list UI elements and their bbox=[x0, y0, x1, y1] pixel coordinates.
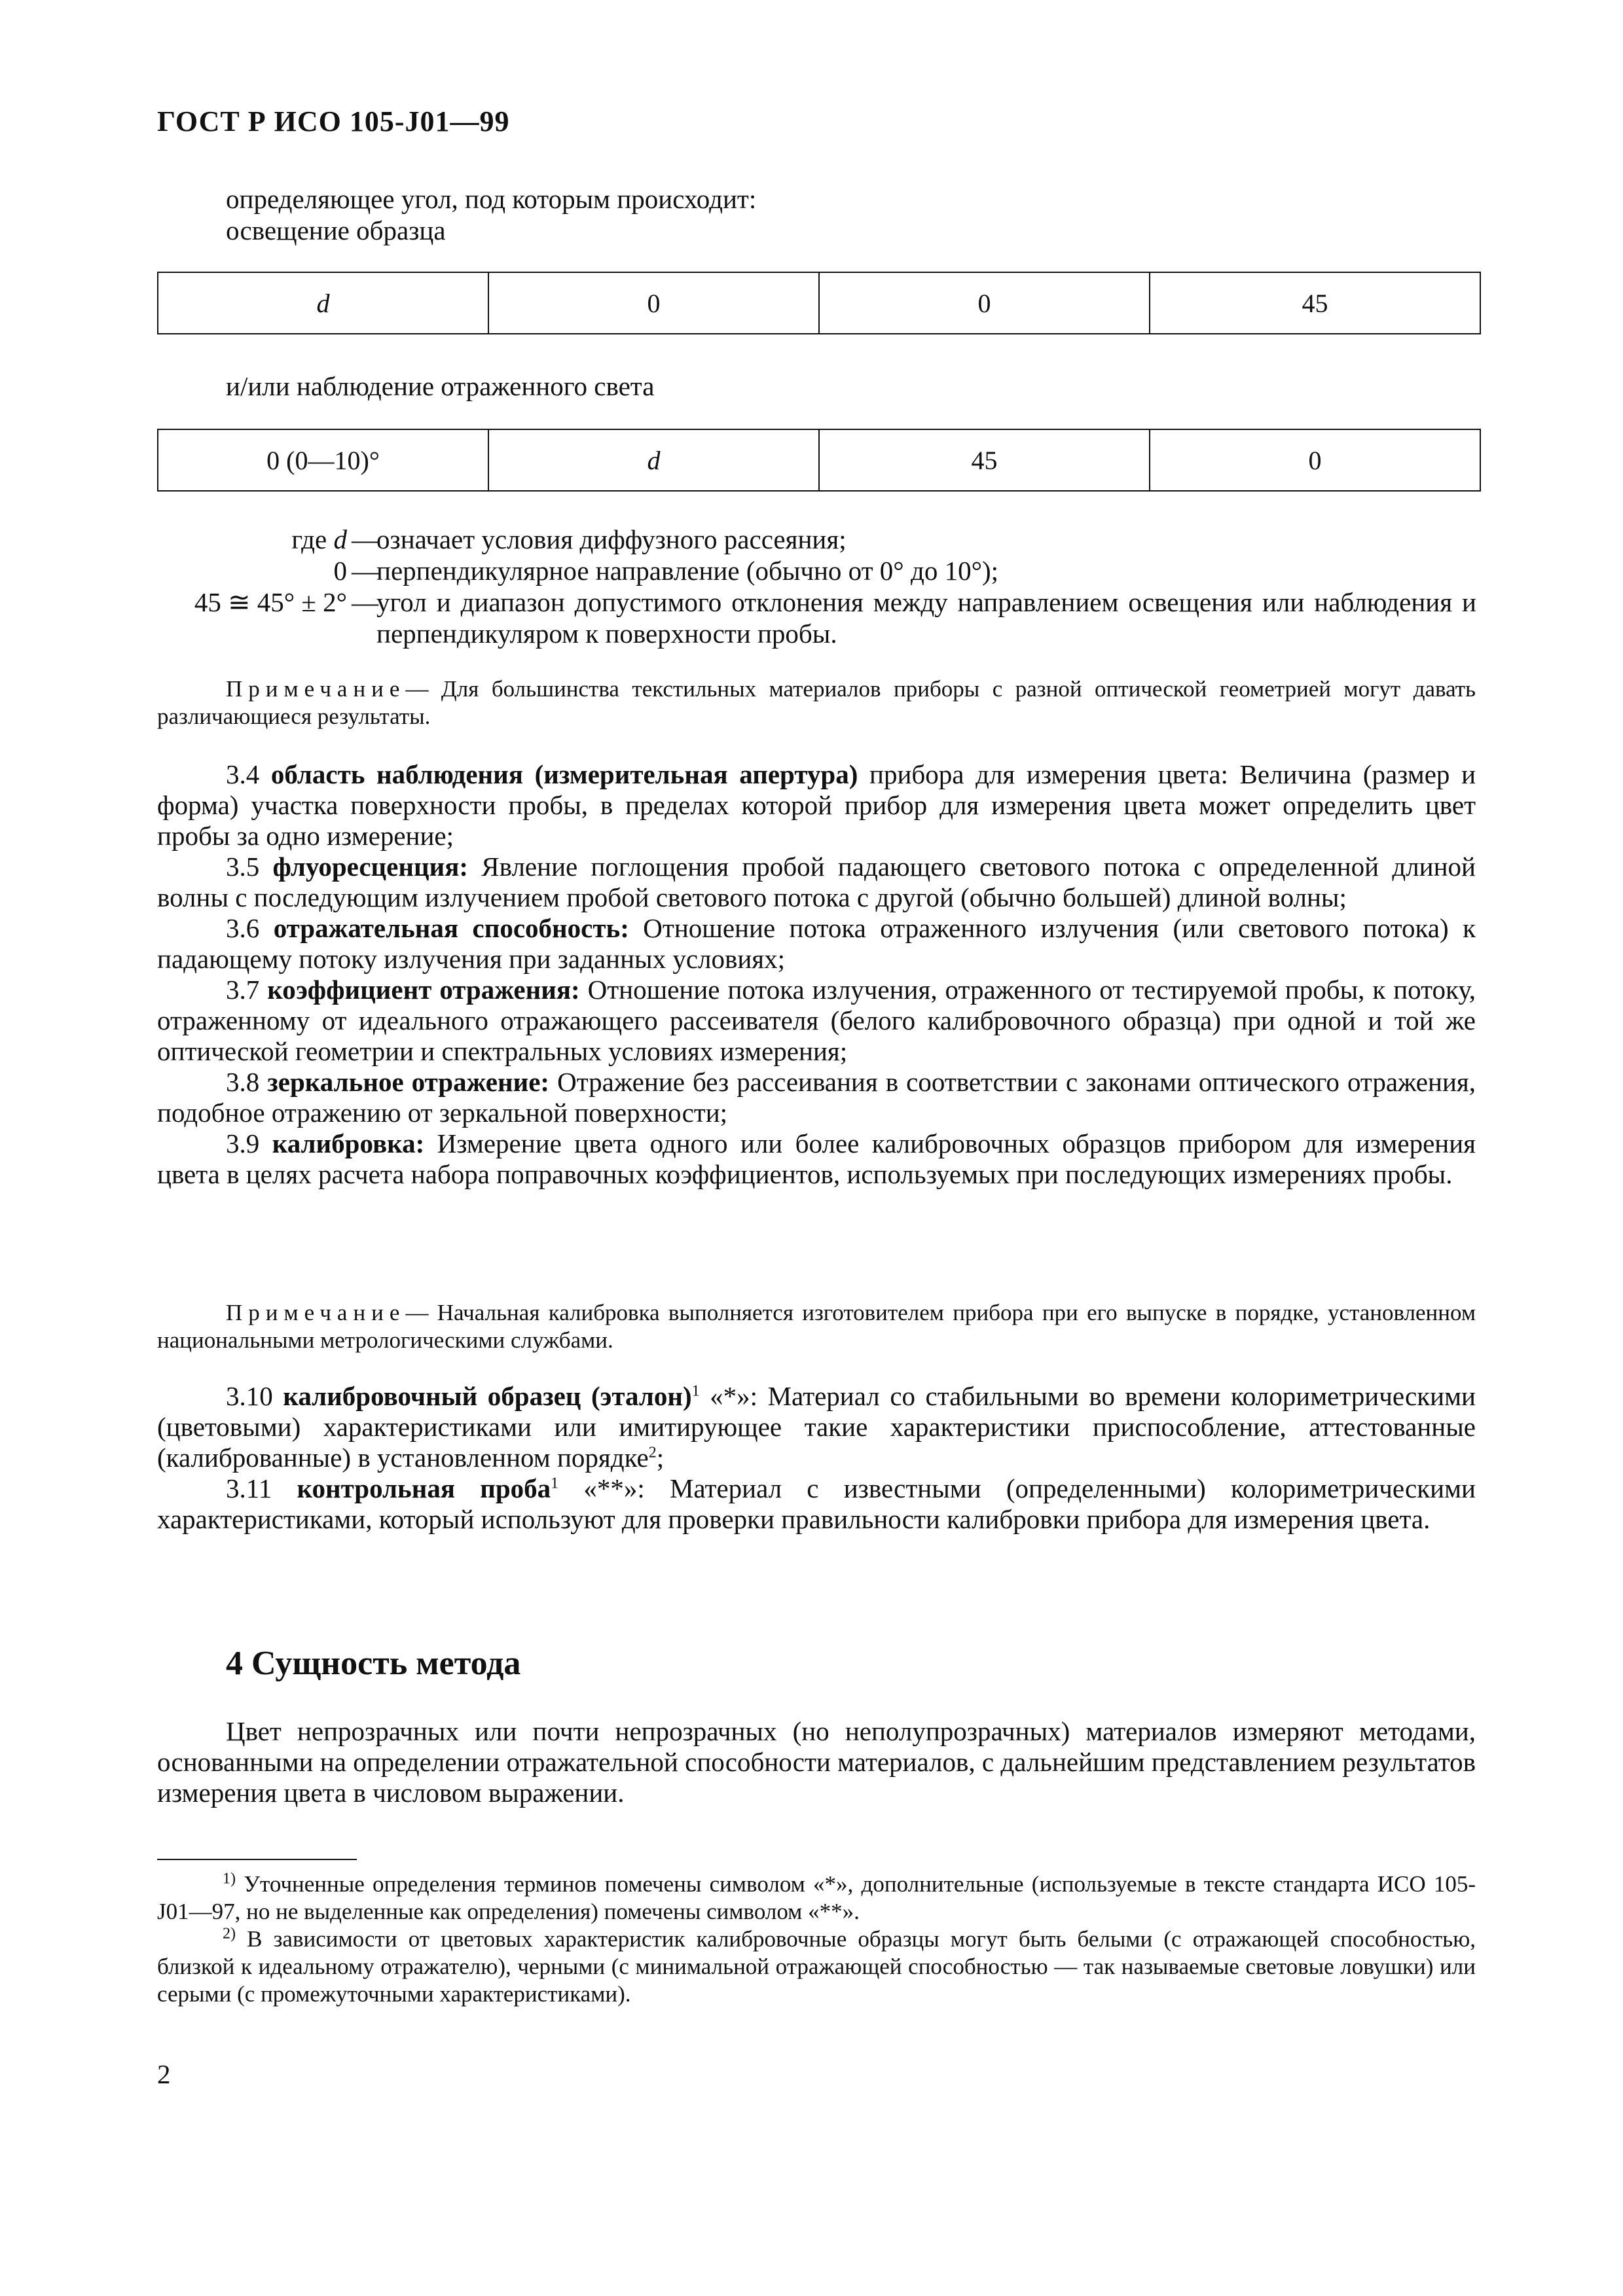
legend-text: означает условия диффузного рассеяния; bbox=[376, 524, 847, 554]
definition-3-10 bbox=[157, 1381, 1476, 1473]
footnote-1 bbox=[157, 1871, 1476, 1926]
footnote-mark: 2) bbox=[223, 1925, 236, 1943]
definition-term: отражательная способность: bbox=[273, 913, 629, 943]
note-text: — Для большинства текстильных материалов приборы с разной оптической геометрией могут давать различающиеся результаты. bbox=[157, 676, 1476, 729]
note-label: Примечание bbox=[226, 1300, 406, 1325]
definition-text: Отношение потока отраженного излучения (или светового потока) к падающему потоку излучения при заданных условиях; bbox=[157, 913, 1476, 974]
legend-text: перпендикулярное направление (обычно от 0° до 10°); bbox=[376, 556, 999, 586]
definition-3-6 bbox=[157, 913, 1476, 975]
section-4-paragraph: Цвет непрозрачных или почти непрозрачных (но неполупрозрачных) материалов измеряют методами, основанными на определении отражательной способности материалов, с дальнейшим представлением результатов измерения цвета в числовом выражении. bbox=[157, 1716, 1476, 1808]
table-cell: d bbox=[488, 429, 819, 491]
note-label: Примечание bbox=[226, 676, 406, 702]
table-row bbox=[158, 429, 1480, 491]
definition-text: Явление поглощения пробой падающего светового потока с определенной длиной волны с последующим излучением пробой светового потока с другой (обычно большей) длиной волны; bbox=[157, 852, 1476, 912]
intro-line-1: определяющее угол, под которым происходит: bbox=[226, 184, 757, 214]
footnotes bbox=[157, 1871, 1476, 2008]
legend-dash: — bbox=[352, 524, 378, 554]
definition-number: 3.11 bbox=[226, 1473, 272, 1503]
table-cell: 45 bbox=[1150, 272, 1480, 334]
definition-text: Измерение цвета одного или более калибровочных образцов прибором для измерения цвета в целях расчета набора поправочных коэффициентов, используемых при последующих измерениях пробы. bbox=[157, 1128, 1476, 1189]
definitions-block-2 bbox=[157, 1381, 1476, 1535]
definition-term: калибровка: bbox=[272, 1128, 425, 1158]
definition-term: контрольная проба bbox=[297, 1473, 551, 1503]
definition-3-5 bbox=[157, 852, 1476, 913]
definition-3-8 bbox=[157, 1067, 1476, 1128]
definition-number: 3.9 bbox=[226, 1128, 260, 1158]
footnote-separator bbox=[157, 1859, 357, 1860]
legend-item-d bbox=[0, 524, 1623, 555]
definition-text: «*»: Материал со стабильными во времени колориметрическими (цветовыми) характеристиками или имитирующее такие характеристики приспособление, аттестованные (калиброванные) в установленном порядке bbox=[157, 1381, 1476, 1473]
document-header: ГОСТ Р ИСО 105-J01—99 bbox=[157, 105, 510, 137]
definition-number: 3.8 bbox=[226, 1067, 260, 1097]
table-cell: 0 bbox=[488, 272, 819, 334]
page-number: 2 bbox=[157, 2059, 171, 2089]
footnote-2 bbox=[157, 1926, 1476, 2008]
section-title: 4 Сущность метода bbox=[226, 1645, 521, 1682]
legend-key: 0 bbox=[333, 556, 347, 586]
section-4-body bbox=[157, 1716, 1476, 1808]
definition-number: 3.4 bbox=[226, 759, 260, 789]
table-cell: 0 bbox=[1150, 429, 1480, 491]
definition-number: 3.7 bbox=[226, 975, 260, 1005]
definition-3-9 bbox=[157, 1128, 1476, 1190]
definition-number: 3.10 bbox=[226, 1381, 273, 1411]
definition-term: коэффициент отражения: bbox=[267, 975, 580, 1005]
definition-term: область наблюдения (измерительная апертура) bbox=[270, 759, 858, 789]
table-row bbox=[158, 272, 1480, 334]
note-2 bbox=[157, 1299, 1476, 1354]
legend-dash: — bbox=[352, 587, 378, 617]
table-cell: 0 (0—10)° bbox=[158, 429, 488, 491]
legend-key-prefix: где bbox=[291, 524, 334, 554]
geometry-table-illumination bbox=[157, 272, 1481, 334]
footnote-ref: 1 bbox=[551, 1475, 559, 1492]
geometry-table-observation bbox=[157, 429, 1481, 492]
definition-term: калибровочный образец (эталон) bbox=[283, 1381, 692, 1411]
footnote-text: Уточненные определения терминов помечены символом «*», дополнительные (используемые в тексте стандарта ИСО 105-J01—97, но не выделенные как определения) помечены символом «**». bbox=[157, 1871, 1476, 1924]
definition-number: 3.5 bbox=[226, 852, 260, 882]
definition-text: Отношение потока излучения, отраженного от тестируемой пробы, к потоку, отраженному от идеального отражающего рассеивателя (белого калибровочного образца) при одной и той же оптической геометрии и спектральных условиях измерения; bbox=[157, 975, 1476, 1066]
legend-key: d bbox=[333, 524, 347, 554]
definition-3-4 bbox=[157, 759, 1476, 852]
definition-text: прибора для измерения цвета: Величина (размер и форма) участка поверхности пробы, в пределах которой прибор для измерения цвета может определить цвет пробы за одно измерение; bbox=[157, 759, 1476, 851]
legend-key: 45 ≅ 45° ± 2° bbox=[194, 587, 347, 617]
table-cell: 45 bbox=[819, 429, 1150, 491]
definition-text: ; bbox=[656, 1443, 665, 1473]
definition-term: зеркальное отражение: bbox=[267, 1067, 550, 1097]
definition-3-7 bbox=[157, 975, 1476, 1067]
footnote-ref: 2 bbox=[648, 1444, 657, 1462]
note-1 bbox=[157, 675, 1476, 730]
definition-number: 3.6 bbox=[226, 913, 260, 943]
legend-dash: — bbox=[352, 556, 378, 586]
footnote-text: В зависимости от цветовых характеристик калибровочные образцы могут быть белыми (с отражающей способностью, близкой к идеальному отражателю), черными (с минимальной отражающей способностью — так называемые световые ловушки) или серыми (с промежуточными характеристиками). bbox=[157, 1926, 1476, 2007]
definition-text: «**»: Материал с известными (определенными) колориметрическими характеристиками, который используют для проверки правильности калибровки прибора для измерения цвета. bbox=[157, 1473, 1476, 1534]
table-cell: 0 bbox=[819, 272, 1150, 334]
intro-line-2: освещение образца bbox=[226, 215, 446, 245]
table-cell: d bbox=[158, 272, 488, 334]
definitions-block bbox=[157, 759, 1476, 1190]
legend-text: угол и диапазон допустимого отклонения между направлением освещения или наблюдения и перпендикуляром к поверхности пробы. bbox=[376, 587, 1476, 649]
footnote-mark: 1) bbox=[223, 1870, 236, 1888]
legend-item-45 bbox=[0, 586, 1623, 652]
definition-term: флуоресценция: bbox=[272, 852, 469, 882]
footnote-ref: 1 bbox=[691, 1382, 700, 1400]
definition-3-11 bbox=[157, 1473, 1476, 1535]
mid-text: и/или наблюдение отраженного света bbox=[226, 371, 655, 401]
definition-text: Отражение без рассеивания в соответствии с законами оптического отражения, подобное отражению от зеркальной поверхности; bbox=[157, 1067, 1476, 1128]
legend-item-0 bbox=[0, 555, 1623, 586]
note-text: — Начальная калибровка выполняется изготовителем прибора при его выпуске в порядке, установленном национальными метрологическими службами. bbox=[157, 1300, 1476, 1353]
